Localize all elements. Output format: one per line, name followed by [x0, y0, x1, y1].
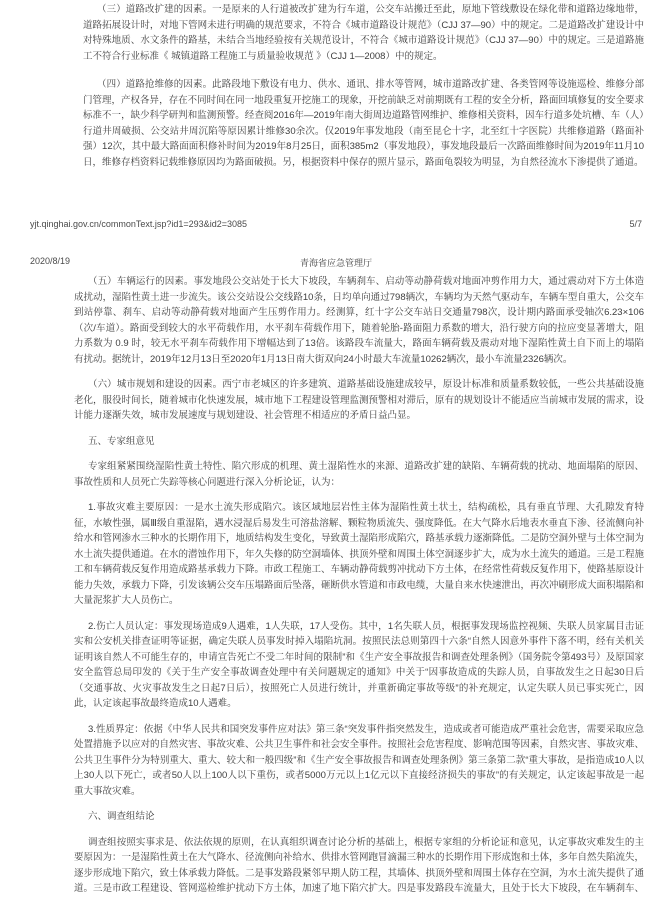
- paragraph-urban-planning-factor: （六）城市规划和建设的因素。西宁市老城区的许多建筑、道路基础设施建成较早，原设计标准和质量系数较低，一些公共基础设施老化，服役时间长，随着城市化快速发展，城市地下工程建设管理监测预警相对滞后，原有的规划设计不能适应当前城市发展的需求，设计能力逐渐失效，城市发展速度与规划建设、社会管理不相适应的矛盾日益凸显。: [74, 379, 645, 421]
- section-heading-expert-opinion: 五、专家组意见: [88, 435, 155, 447]
- paragraph-investigation-conclusion: 调查组按照实事求是、依法依规的原则，在认真组织调查讨论分析的基础上，根据专家组的分析论证和意见，认定事故灾难发生的主要原因为：一是湿陷性黄土在大气降水、径流侧向补给水、供排水管网跑冒滴漏三种水的长期作用下形成饱和土体，多年自然失陷流失，逐步形成地下陷穴，致土体承载力降低。二是事发路段紧邻早期人防工程，其墙体、拱顶外壁和周围土体存在空洞，为水土流失提供了通道。三是市政工程建设、管网巡检维护扰动下方土体，加速了地下陷穴扩大。四是事发路段车流量大，且处于长大下坡段，在车辆刹车、: [74, 836, 645, 894]
- section-heading-investigation-conclusion: 六、调查组结论: [88, 811, 155, 822]
- paragraph-expert-intro: 专家组紧紧围绕湿陷性黄土特性、陷穴形成的机理、黄土湿陷性水的来源、道路改扩建的缺陷、车辆荷载的扰动、地面塌陷的原因、事故性质和人员死亡失踪等核心问题进行深入分析论证，认为：: [74, 461, 644, 488]
- page-5-footer: [30, 219, 642, 229]
- header-print-date: 2020/8/19: [30, 256, 71, 266]
- paragraph-nature-determination: 3.性质界定：依据《中华人民共和国突发事件应对法》第三条“突发事件指突然发生，造成或者可能造成严重社会危害，需要采取应急处置措施予以应对的自然灾害、事故灾难、公共卫生事件和社会安全事件。按照社会危害程度、影响范围等因素，自然灾害、事故灾难、公共卫生事件分为特别重大、重大、较大和一般四级”和《生产安全事故报告和调查处理条例》第三条第二款“重大事故，是指造成10人以上30人以下死亡，或者50人以上100人以下重伤，或者5000万元以上1亿元以下直接经济损失的事故”的有关规定，认定该起事故是一起重大事故灾难。: [74, 723, 645, 797]
- page-6-body: [74, 274, 644, 903]
- header-document-title: 青海省应急管理厅: [299, 258, 372, 268]
- footer-page-number: 5/7: [629, 219, 642, 229]
- footer-url: yjt.qinghai.gov.cn/commonText.jsp?id1=293&id2=3085: [30, 219, 247, 229]
- paragraph-road-repair-factor: （四）道路抢维修的因素。此路段地下敷设有电力、供水、通讯、排水等管网，城市道路改扩建、各类管网等设施巡检、维修分部门管理，产权各异，存在不同时间在同一地段重复开挖施工的现象，开挖前缺乏对前期既有工程的安全分析，路面回填修复的安全要求标准不一，缺少科学研判和监测预警。经查阅2016年—2019年南大街周边道路管网维护、维修相关资料，因车行道多处坑槽、车（人）行道井周破损、公交站井周沉陷等原因累计维修30余次。仅2019年事发地段（南至昆仑十字，北至红十字医院）共维修道路（路面补强）12次，其中最大路面面积修补时间为2019年8月25日，面积385m2（事发地段），事发地段最后一次路面维修时间为2019年11月10日，维修存档资料记载维修原因均为路面破损。另，根据资料中保存的照片显示，路面龟裂较为明显，为自然径流水下渗提供了通道。: [83, 79, 644, 168]
- page-6-header: [30, 256, 642, 270]
- paragraph-casualty-determination: 2.伤亡人员认定：事发现场造成9人遇难，1人失联，17人受伤。其中，1名失联人员，根据事发现场监控视频、失联人员家属目击证实和公安机关排查证明等证据，确定失联人员事发时掉入塌陷坑洞。按照民法总则第四十六条“自然人因意外事件下落不明，经有关机关证明该自然人不可能生存的，申请宣告死亡不受二年时间的限制”和《生产安全事故报告和调查处理条例》（国务院令第493号）及原国家安全监管总局印发的《关于生产安全事故调查处理中有关问题规定的通知》中关于“因事故造成的失踪人员，自事故发生之日起30日后（交通事故、火灾事故发生之日起7日后），按照死亡人员进行统计，并重新确定事故等级”的补充规定，认定失联人员已事实死亡，因此，认定该起事故最终造成10人遇难。: [74, 620, 644, 709]
- paragraph-vehicle-operation-factor: （五）车辆运行的因素。事发地段公交站处于长大下坡段，车辆刹车、启动等动静荷载对地面冲剪作用力大，通过震动对下方土体造成扰动，湿陷性黄土进一步流失。该公交站设公交线路10条，日均单向通过798辆次，车辆均为天然气驱动车，车辆车型自重大，公交车到站停靠、刹车、启动等动静荷载对地面产生压剪作用力。经测算，红十字公交车站日交通量798次，设计期内路面承受轴次6.23×106（次/车道）。路面受到较大的水平荷载作用，水平刹车荷载作用下，随着轮胎-路面阻力系数的增大，沿行驶方向的拉应变显著增大，阻力系数为 0.9 时，较无水平刹车荷载作用下增幅达到了13倍。该路段车流量大，路面车辆荷载及震动对地下湿陷性黄土自下而上的塌陷有扰动。据统计，2019年12月13日至2020年1月13日南大街双向24小时最大车流量10262辆次，最小车流量2326辆次。: [74, 276, 644, 365]
- paragraph-road-reconstruction-factor: （三）道路改扩建的因素。一是原来的人行道被改扩建为行车道，公交车站搬迁至此，原地下管线敷设在绿化带和道路边缘地带，道路拓展设计时，对地下管网未进行明确的规范要求，不符合《城市道路设计规范》（CJJ 37—90）中的规定。二是道路改扩建设计中对特殊地质、水文条件的路基，未结合当地经验按有关规范设计，不符合《城市道路设计规范》（CJJ 37—90）中的规定。三是道路施工不符合行业标准《 城镇道路工程施工与质量验收规范 》（CJJ 1—2008）中的规定。: [83, 4, 644, 62]
- page-5-body: [83, 2, 644, 183]
- paragraph-accident-main-causes: 1.事故灾难主要原因：一是水土流失形成陷穴。该区域地层岩性主体为湿陷性黄土状土，结构疏松，具有垂直节理、大孔隙发育特征，水敏性强，属Ⅲ级自重湿陷，遇水浸湿后易发生可溶盐溶解、颗粒物质流失、强度降低。在大气降水后地表水垂直下渗、径流侧向补给水和管网渗水三种水的长期作用下，地质结构发生变化，导致黄土湿陷形成陷穴，路基承载力逐渐降低。二是防空洞外壁与土体空洞为水土流失提供通道。在水的潜蚀作用下，年久失修的防空洞墙体、拱顶外壁和周围土体空洞逐步扩大，成为水土流失的通道。三是工程施工和车辆荷载反复作用造成路基承载力下降。市政工程施工、车辆动静荷载剪冲扰动下方土体，在经常性荷载反复作用下，使路基原设计能力失效，承载力下降，引发该辆公交车压塌路面后坠落，砸断供水管道和市政电缆，大量自来水快速泄出，再次冲刷形成大面积塌陷和大量泥浆扩大人员伤亡。: [74, 502, 645, 606]
